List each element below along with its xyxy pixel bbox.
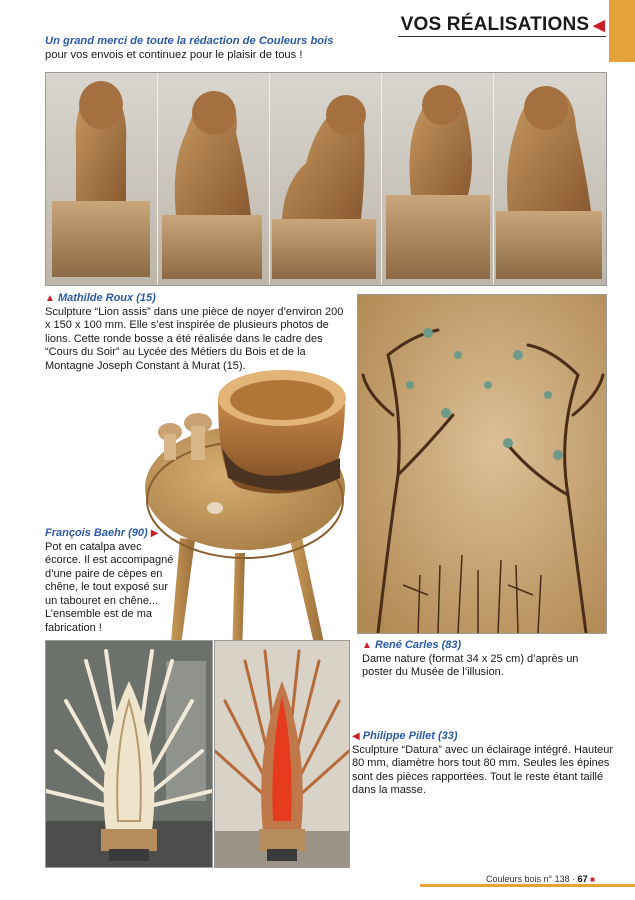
intro-text <box>45 34 385 62</box>
magazine-issue: Couleurs bois n° 138 <box>485 874 570 884</box>
triangle-left-icon: ◀ <box>352 731 360 742</box>
triangle-up-icon: ▲ <box>362 640 372 651</box>
caption-francois-baehr <box>45 527 177 635</box>
caption-body: Sculpture “Lion assis” dans une pièce de noyer d’environ 200 x 150 x 100 mm. Elle s’est inspirée de plusieurs photos de lions. Cette ronde bosse a été réalisée dans le cadre des “Cours du Soir” au Lycée des Métiers du Bois et de la Montagne Joseph Constant à Murat (15). <box>45 305 344 372</box>
caption-mathilde-roux <box>45 292 345 373</box>
datura-photo-right <box>214 640 350 868</box>
triangle-up-icon: ▲ <box>45 293 55 304</box>
author-name: Mathilde Roux (15) <box>57 292 156 304</box>
lion-sculpture-views <box>46 73 606 285</box>
caption-rene-carles <box>362 639 612 680</box>
triangle-right-icon: ▶ <box>150 528 159 539</box>
datura-photo-left <box>45 640 213 868</box>
caption-philippe-pillet <box>352 730 614 798</box>
page-footer: Couleurs bois n° 138 · 67 ■ <box>485 874 595 884</box>
lion-photos <box>45 72 607 286</box>
dame-nature-marquetry <box>357 294 607 634</box>
caption-body: Sculpture “Datura” avec un éclairage intégré. Hauteur 80 mm, diamètre hors tout 80 mm. Seules les épines sont des pièces rapportées. Tout le reste étant taillé dans la masse. <box>352 743 614 796</box>
author-name: Philippe Pillet (33) <box>362 730 458 742</box>
footer-rule <box>420 884 635 887</box>
triangle-left-icon: ◀ <box>593 17 605 34</box>
author-name: François Baehr (90) <box>45 527 148 539</box>
intro-body: pour vos envois et continuez pour le plaisir de tous ! <box>45 49 303 61</box>
section-tab <box>609 0 635 62</box>
intro-highlight: Un grand merci de toute la rédaction de Couleurs bois <box>45 35 334 47</box>
section-title: VOS RÉALISATIONS ◀ <box>400 14 605 35</box>
caption-body: Dame nature (format 34 x 25 cm) d’après un poster du Musée de l’illusion. <box>362 652 579 678</box>
square-icon: ■ <box>590 875 595 884</box>
marquetry-art <box>358 295 606 633</box>
author-name: René Carles (83) <box>374 639 462 651</box>
datura-sculpture-white <box>46 641 212 867</box>
caption-body: Pot en catalpa avec écorce. Il est accompagné d’une paire de cèpes en chêne, le tout exposé sur un tabouret en chêne... L’ensemble est de ma fabrication ! <box>45 540 174 634</box>
title-divider <box>398 36 606 37</box>
page-number: 67 <box>577 874 588 884</box>
datura-sculpture-lit <box>215 641 349 867</box>
